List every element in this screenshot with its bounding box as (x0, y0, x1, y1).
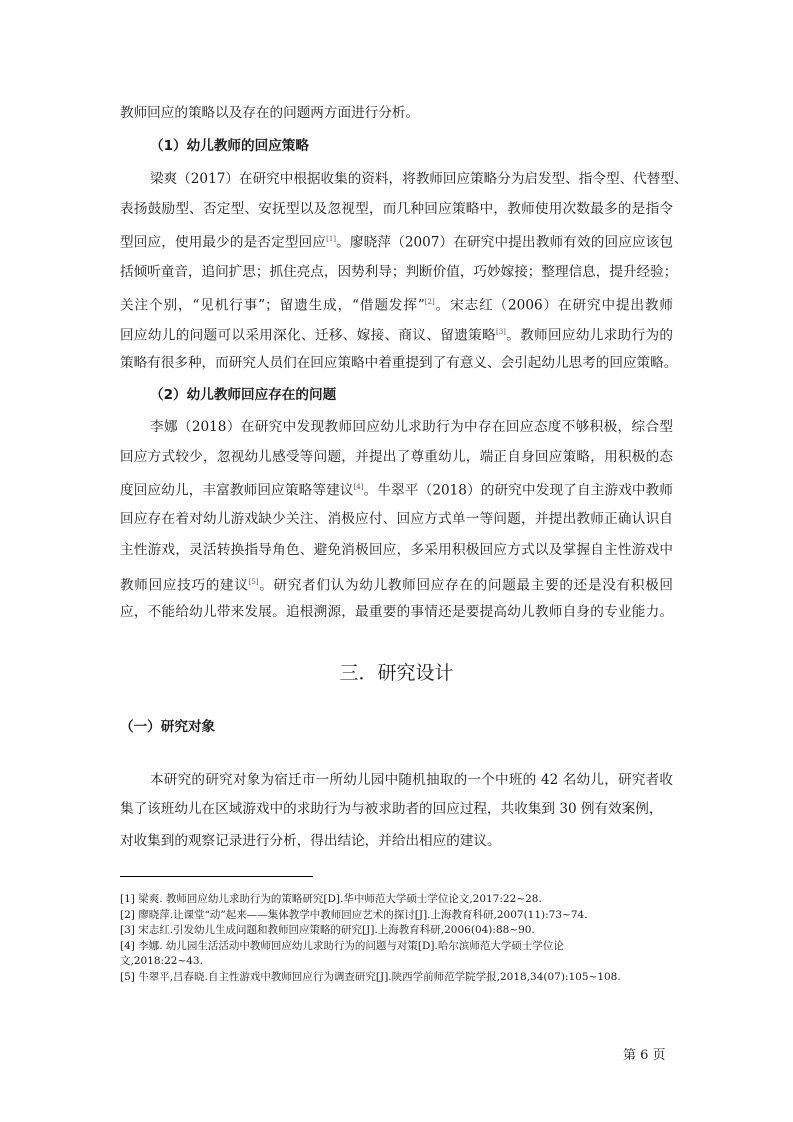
section1-line-5-text-b: 。宋志红（2006）在研究中提出教师 (434, 297, 673, 314)
footnote-1: [1] 梁爽. 教师回应幼儿求助行为的策略研究[D].华中师范大学硕士学位论文,2017:22~28. (120, 893, 542, 905)
subsection-line-2: 集了该班幼儿在区域游戏中的求助行为与被求助者的回应过程，共收集到 30 例有效案例， (120, 801, 663, 817)
section2-line-4: 回应存在着对幼儿游戏缺少关注、消极应付、回应方式单一等问题，并提出教师正确认识自 (120, 511, 673, 527)
section1-line-6 (120, 323, 673, 345)
section1-line-3-text-b: 。廖晓萍（2007）在研究中提出教师有效的回应应该包 (336, 234, 674, 251)
section1-line-6-text-b: 。教师回应幼儿求助行为的 (505, 327, 674, 344)
footnote-4-continued: 文,2018:22~43. (120, 955, 203, 967)
section2-line-3-text-a: 度回应幼儿，丰富教师回应策略等建议 (120, 482, 354, 499)
section2-line-3 (120, 478, 673, 500)
footnote-divider (120, 876, 313, 877)
section2-line-6 (120, 573, 673, 595)
section2-line-5: 主性游戏，灵活转换指导角色、避免消极回应，多采用积极回应方式以及掌握自主性游戏中 (120, 542, 673, 558)
intro-text-line: 教师回应的策略以及存在的问题两方面进行分析。 (120, 105, 420, 121)
section1-line-2: 表扬鼓励型、否定型、安抚型以及忽视型，而几种回应策略中，教师使用次数最多的是指令 (120, 201, 673, 217)
section1-heading: （1）幼儿教师的回应策略 (150, 138, 309, 154)
section1-line-3 (120, 230, 673, 252)
section2-line-7: 应，不能给幼儿带来发展。追根溯源，最重要的事情还是要提高幼儿教师自身的专业能力。 (120, 604, 673, 620)
footnote-5: [5] 牛翠平,吕春晓.自主性游戏中教师回应行为调查研究[J].陕西学前师范学院学报,2018,34(07):105~108. (120, 971, 621, 983)
section2-line-6-text-b: 。研究者们认为幼儿教师回应存在的问题最主要的还是没有积极回 (258, 577, 673, 594)
section1-line-6-text-a: 回应幼儿的问题可以采用深化、迁移、嫁接、商议、留遗策略 (120, 327, 496, 344)
footnote-4: [4] 李娜. 幼儿园生活活动中教师回应幼儿求助行为的问题与对策[D].哈尔滨师范大学硕士学位论 (120, 940, 564, 952)
section2-line-2: 回应方式较少，忽视幼儿感受等问题，并提出了尊重幼儿，端正自身回应策略，用积极的态 (120, 449, 673, 465)
citation-ref-1: [1] (326, 235, 337, 243)
section1-line-7: 策略有很多种，而研究人员们在回应策略中着重提到了有意义、会引起幼儿思考的回应策略。 (120, 355, 678, 371)
section1-line-4: 括倾听童音，追问扩思；抓住亮点，因势利导；判断价值，巧妙嫁接；整理信息，提升经验； (120, 264, 678, 280)
page-number: 第 6 页 (623, 1048, 666, 1063)
citation-ref-5: [5] (248, 578, 259, 586)
citation-ref-3: [3] (495, 328, 506, 336)
subsection-line-1: 本研究的研究对象为宿迁市一所幼儿园中随机抽取的一个中班的 42 名幼儿，研究者收 (150, 772, 673, 788)
section2-line-1: 李娜（2018）在研究中发现教师回应幼儿求助行为中存在回应态度不够积极，综合型 (150, 419, 673, 435)
citation-ref-2: [2] (424, 298, 435, 306)
footnote-2: [2] 廖晓萍.让课堂“动”起来——集体教学中教师回应艺术的探讨[J].上海教育科研,2007(11):73~74. (120, 909, 588, 921)
section1-line-3-text-a: 型回应，使用最少的是否定型回应 (120, 234, 327, 251)
section2-line-3-text-b: 。牛翠平（2018）的研究中发现了自主游戏中教师 (363, 482, 674, 499)
section1-line-5 (120, 293, 673, 315)
subsection-line-3: 对收集到的观察记录进行分析，得出结论，并给出相应的建议。 (120, 833, 501, 849)
citation-ref-4: [4] (353, 483, 364, 491)
section2-line-6-text-a: 教师回应技巧的建议 (120, 577, 249, 594)
section1-line-1: 梁爽（2017）在研究中根据收集的资料，将教师回应策略分为启发型、指令型、代替型、 (150, 171, 688, 187)
subsection-heading: （一）研究对象 (120, 719, 216, 735)
section1-line-5-text-a: 关注个别，“见机行事”；留遗生成，“借题发挥” (120, 297, 425, 314)
chapter-heading: 三．研究设计 (339, 662, 454, 684)
section2-heading: （2）幼儿教师回应存在的问题 (150, 387, 337, 403)
footnote-3: [3] 宋志红.引发幼儿生成问题和教师回应策略的研究[J].上海教育科研,2006(04):88~90. (120, 924, 535, 936)
